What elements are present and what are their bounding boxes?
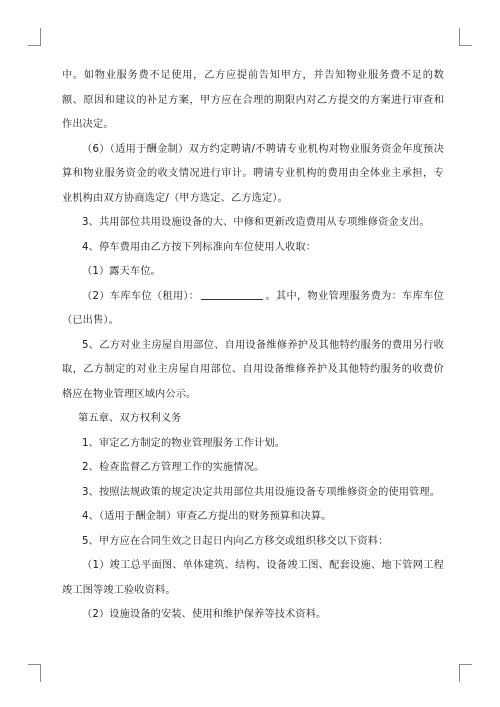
paragraph-6 [62,285,444,334]
crop-mark-top-left-h [28,45,41,46]
paragraph-3: 3、共用部位共用设施设备的大、中修和更新改造费用从专项维修资金支出。 [82,217,430,228]
paragraph-14: （1）竣工总平面图、单体建筑、结构、设备竣工图、配套设施、地下管网工程竣工图等竣工验收资料。 [62,560,444,596]
crop-mark-bottom-left-h [28,664,41,665]
paragraph-13: 5、甲方应在合同生效之日起日内向乙方移交或组织移交以下资料： [82,535,389,547]
crop-mark-top-right-h [459,45,472,46]
chapter-heading: 第五章、双方权利义务 [78,413,182,424]
paragraph-2: （6）（适用于酬金制）双方约定聘请/不聘请专业机构对物业服务资金年度预决算和物业服务资金的收支情况进行审计。聘请专业机构的费用由全体业主承担，专业机构由双方协商选定/（甲方选定、乙方选定）。 [62,143,444,204]
paragraph-12: 4、（适用于酬金制）审查乙方提出的财务预算和决算。 [82,511,332,522]
crop-mark-top-left-v [40,28,41,46]
paragraph-15: （2）设施设备的安装、使用和维护保养等技术资料。 [82,609,327,620]
paragraph-7: 5、乙方对业主房屋自用部位、自用设备维修养护及其他特约服务的费用另行收取，乙方制定的对业主房屋自用部位、自用设备维修养护及其他特约服务的收费价格应在物业管理区域内公示。 [62,339,444,400]
paragraph-5: （1）露天车位。 [82,266,161,277]
paragraph-11: 3、按照法规政策的规定决定共用部位共用设施设备专项维修资金的使用管理。 [82,486,441,498]
paragraph-10: 2、检查监督乙方管理工作的实施情况。 [82,462,265,473]
crop-mark-top-right-v [459,28,460,46]
crop-mark-bottom-right-v [459,664,460,682]
fill-in-blank [201,288,263,300]
paragraph-6-before: （2）车库车位（租用）： [82,290,200,302]
paragraph-6-after: 。其中，物业管理服务费为：车库车位（已出售）。 [62,290,444,326]
crop-mark-bottom-right-h [459,664,472,665]
paragraph-4: 4、停车费用由乙方按下列标准向车位使用人收取： [82,241,317,253]
crop-mark-bottom-left-v [40,664,41,682]
paragraph-9: 1、审定乙方制定的物业管理服务工作计划。 [82,437,286,449]
document-body [62,64,444,628]
paragraph-1: 中。如物业服务费不足使用，乙方应提前告知甲方，并告知物业服务费不足的数额、原因和建议的补足方案，甲方应在合理的期限内对乙方提交的方案进行审查和作出决定。 [62,70,444,130]
